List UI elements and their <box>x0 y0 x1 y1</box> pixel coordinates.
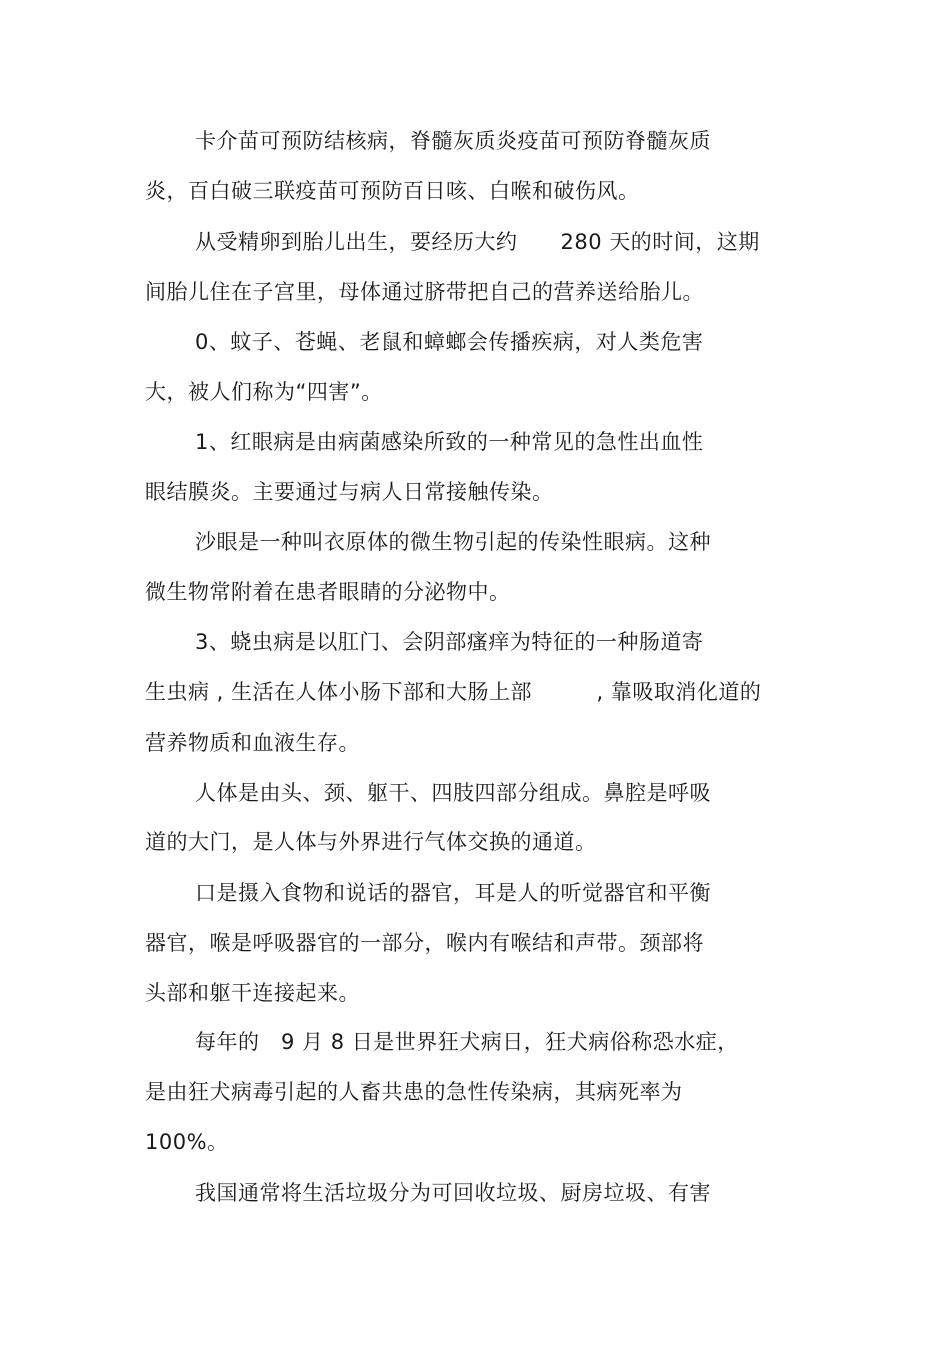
text-line: 每年的 9 月 8 日是世界狂犬病日，狂犬病俗称恐水症， <box>195 1030 739 1054</box>
text-line: 从受精卵到胎儿出生，要经历大约 280 天的时间，这期 <box>195 230 760 254</box>
text-line: 口是摄入食物和说话的器官，耳是人的听觉器官和平衡 <box>195 881 711 905</box>
text-line: 大，被人们称为“四害”。 <box>145 380 383 404</box>
text-line: 微生物常附着在患者眼睛的分泌物中。 <box>145 580 511 604</box>
text-line: 炎，百白破三联疫苗可预防百日咳、白喉和破伤风。 <box>145 179 640 203</box>
text-line: 道的大门，是人体与外界进行气体交换的通道。 <box>145 830 597 854</box>
text-line: 100%。 <box>145 1130 229 1154</box>
text-line: 营养物质和血液生存。 <box>145 731 360 755</box>
text-line: 1、红眼病是由病菌感染所致的一种常见的急性出血性 <box>195 430 704 454</box>
text-line: 头部和躯干连接起来。 <box>145 981 360 1005</box>
text-line: 我国通常将生活垃圾分为可回收垃圾、厨房垃圾、有害 <box>195 1181 711 1205</box>
text-line: 眼结膜炎。主要通过与病人日常接触传染。 <box>145 480 554 504</box>
text-line: 沙眼是一种叫衣原体的微生物引起的传染性眼病。这种 <box>195 530 711 554</box>
text-line: 是由狂犬病毒引起的人畜共患的急性传染病，其病死率为 <box>145 1080 683 1104</box>
text-line: 器官，喉是呼吸器官的一部分，喉内有喉结和声带。颈部将 <box>145 931 704 955</box>
text-line: 0、蚊子、苍蝇、老鼠和蟑螂会传播疾病，对人类危害 <box>195 330 704 354</box>
text-line: 人体是由头、颈、躯干、四肢四部分组成。鼻腔是呼吸 <box>195 781 711 805</box>
text-line: 生虫病 , 生活在人体小肠下部和大肠上部 , 靠吸取消化道的 <box>145 680 762 704</box>
text-line: 间胎儿住在子宫里，母体通过脐带把自己的营养送给胎儿。 <box>145 280 704 304</box>
text-line: 卡介苗可预防结核病，脊髓灰质炎疫苗可预防脊髓灰质 <box>195 129 711 153</box>
text-line: 3、蛲虫病是以肛门、会阴部瘙痒为特征的一种肠道寄 <box>195 630 704 654</box>
